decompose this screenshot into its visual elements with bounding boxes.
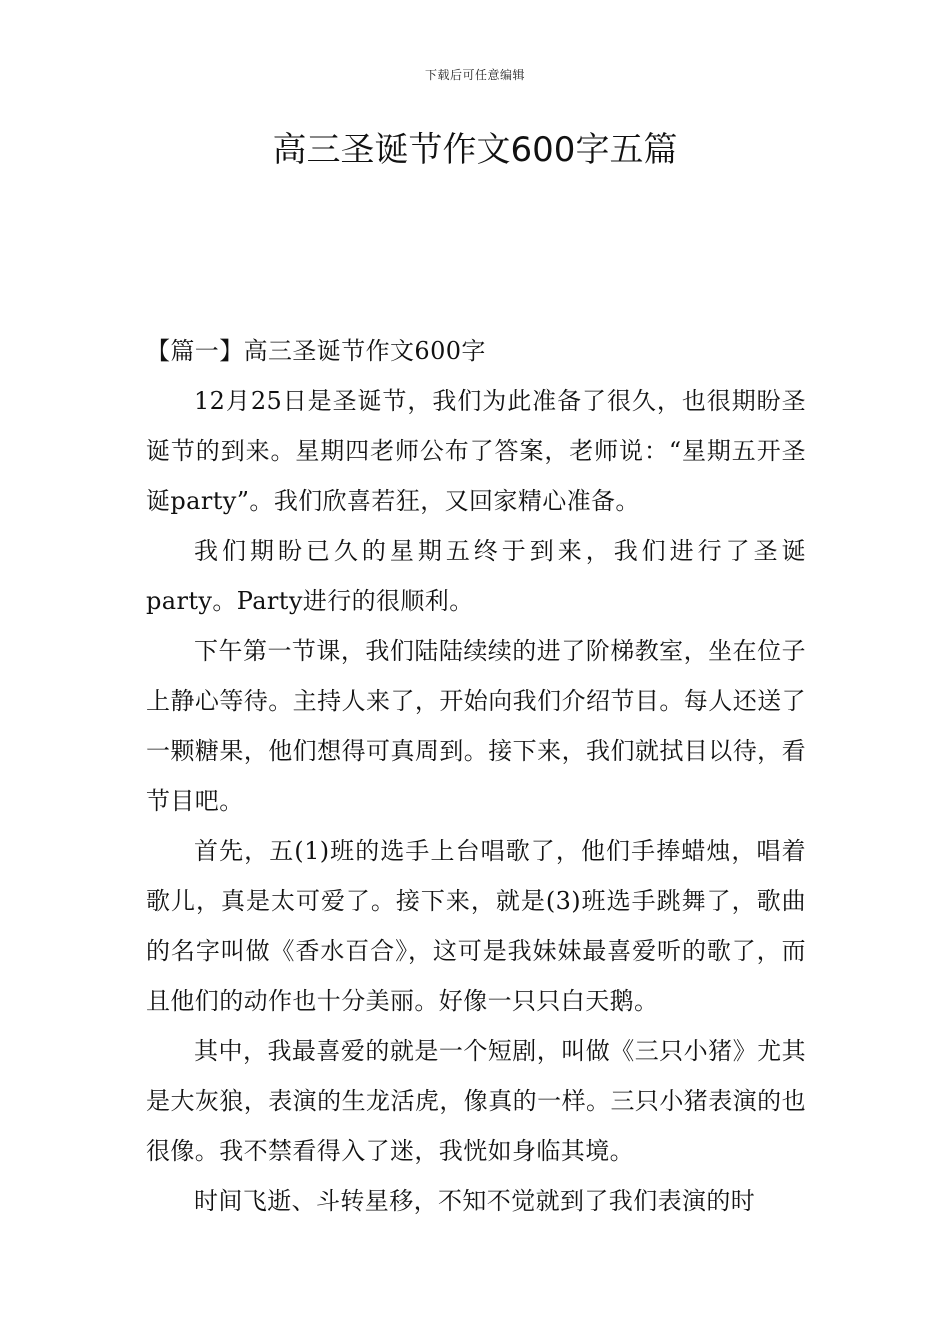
article-body	[146, 326, 806, 1226]
paragraph-3: 下午第一节课，我们陆陆续续的进了阶梯教室，坐在位子上静心等待。主持人来了，开始向我们介绍节目。每人还送了一颗糖果，他们想得可真周到。接下来，我们就拭目以待，看节目吧。	[146, 637, 806, 815]
paragraph-4: 首先，五(1)班的选手上台唱歌了，他们手捧蜡烛，唱着歌儿，真是太可爱了。接下来，就是(3)班选手跳舞了，歌曲的名字叫做《香水百合》，这可是我妹妹最喜爱听的歌了，而且他们的动作也十分美丽。好像一只只白天鹅。	[146, 837, 806, 1015]
paragraph-1: 12月25日是圣诞节，我们为此准备了很久，也很期盼圣诞节的到来。星期四老师公布了答案，老师说：“星期五开圣诞party”。我们欣喜若狂，又回家精心准备。	[146, 387, 806, 515]
paragraph-6: 时间飞逝、斗转星移，不知不觉就到了我们表演的时	[194, 1187, 756, 1215]
document-title: 高三圣诞节作文600字五篇	[272, 130, 678, 170]
header-note: 下载后可任意编辑	[424, 68, 525, 82]
paragraph-5: 其中，我最喜爱的就是一个短剧，叫做《三只小猪》尤其是大灰狼，表演的生龙活虎，像真的一样。三只小猪表演的也很像。我不禁看得入了迷，我恍如身临其境。	[146, 1037, 806, 1165]
paragraph-2: 我们期盼已久的星期五终于到来，我们进行了圣诞party。Party进行的很顺利。	[146, 537, 806, 615]
section-heading: 【篇一】高三圣诞节作文600字	[146, 337, 486, 365]
